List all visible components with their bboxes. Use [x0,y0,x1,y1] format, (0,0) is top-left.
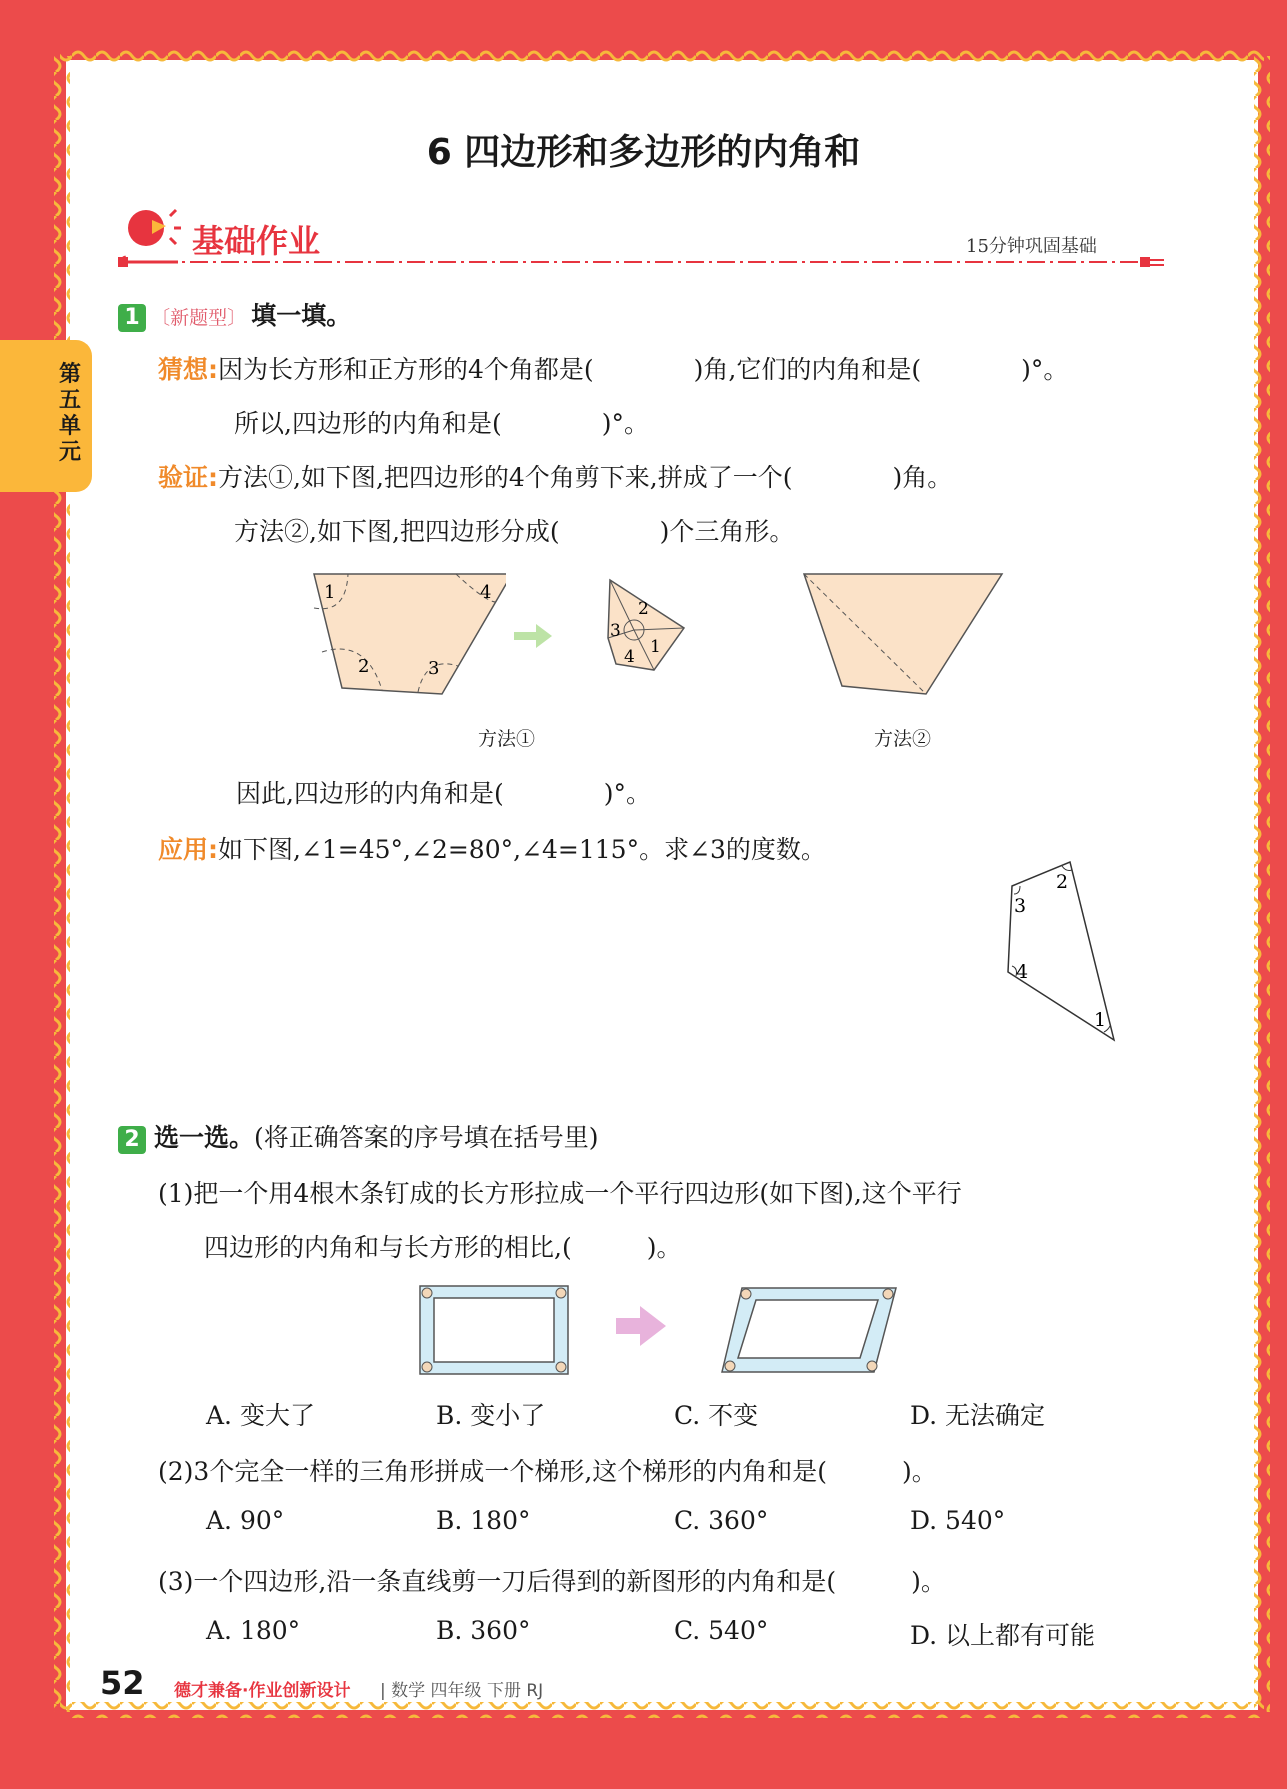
q2-sub3-option-a: A. 180° [206,1616,301,1645]
assembled-label-4: 4 [624,647,635,667]
apply-quadrilateral-figure [1000,854,1120,1044]
unit-side-tab [0,340,92,492]
verify-line1: 方法①,如下图,把四边形的4个角剪下来,拼成了一个( )角。 [218,463,953,492]
apply-angle-label-1: 1 [1094,1009,1107,1031]
apply-angle-label-4: 4 [1016,961,1029,983]
q2-number-badge: 2 [118,1126,146,1154]
q1-number-badge: 1 [118,304,146,332]
angle-label-4: 4 [480,582,492,603]
section-title: 基础作业 [192,222,321,260]
q2-sub3-line: (3)一个四边形,沿一条直线剪一刀后得到的新图形的内角和是( )。 [158,1567,946,1596]
q1-title: 填一填。 [251,301,352,330]
assembled-label-1: 1 [650,637,661,657]
transform-arrow-icon [616,1306,668,1346]
angle-label-2: 2 [358,656,370,677]
method2-divided-quadrilateral-figure [800,570,1006,698]
q1-apply-row [158,830,826,866]
q2-sub2-option-b: B. 180° [436,1506,531,1535]
footer-book-info: | 数学 四年级 下册 RJ [380,1681,544,1701]
arrow-right-icon [514,624,554,648]
q2-sub3-option-b: B. 360° [436,1616,531,1645]
q2-sub3-option-c: C. 540° [674,1616,769,1645]
angle-label-1: 1 [324,582,336,603]
q2-sub1-line2: 四边形的内角和与长方形的相比,( )。 [204,1233,682,1262]
method1-quadrilateral-figure [306,568,506,698]
section-subtitle: 15分钟巩固基础 [966,236,1097,257]
q2-sub3-option-d: D. 以上都有可能 [910,1621,1096,1650]
caption-method1: 方法① [478,728,536,750]
page-number: 52 [100,1664,145,1702]
method1-assembled-angles-figure [604,578,688,674]
q1-conclusion: 因此,四边形的内角和是( )°。 [236,779,651,808]
assembled-label-2: 2 [638,599,649,619]
section-divider [118,256,1168,268]
q2-sub2-line: (2)3个完全一样的三角形拼成一个梯形,这个梯形的内角和是( )。 [158,1457,937,1486]
q1-tag: 〔新题型〕 [151,307,247,329]
q1-header [118,296,351,332]
q2-sub1-option-b: B. 变小了 [436,1401,546,1430]
guess-line1: 因为长方形和正方形的4个角都是( )角,它们的内角和是( )°。 [218,355,1069,384]
q1-verify-row [158,458,952,494]
q2-sub1-option-a: A. 变大了 [206,1401,315,1430]
page-title: 6 四边形和多边形的内角和 [426,132,861,173]
footer-brand: 德才兼备·作业创新设计 [174,1681,351,1701]
rectangle-frame-figure [416,1282,572,1378]
guess-label: 猜想: [158,355,218,384]
q2-header [118,1118,598,1154]
verify-line2: 方法②,如下图,把四边形分成( )个三角形。 [234,517,795,546]
q2-sub2-option-c: C. 360° [674,1506,769,1535]
q2-sub1-option-c: C. 不变 [674,1401,759,1430]
q2-sub1-line1: (1)把一个用4根木条钉成的长方形拉成一个平行四边形(如下图),这个平行 [158,1179,962,1208]
apply-line: 如下图,∠1=45°,∠2=80°,∠4=115°。求∠3的度数。 [218,835,826,864]
verify-label: 验证: [158,463,218,492]
apply-angle-label-3: 3 [1014,895,1027,917]
parallelogram-frame-figure [718,1284,900,1376]
q2-sub2-option-a: A. 90° [206,1506,285,1535]
q2-sub2-option-d: D. 540° [910,1506,1006,1535]
angle-label-3: 3 [428,658,440,679]
q2-title: 选一选。 [153,1123,254,1152]
apply-angle-label-2: 2 [1056,871,1069,893]
assembled-label-3: 3 [610,621,621,641]
q1-guess-row [158,350,1068,386]
q2-hint: (将正确答案的序号填在括号里) [253,1123,599,1152]
apply-label: 应用: [158,835,218,864]
q2-sub1-option-d: D. 无法确定 [910,1401,1046,1430]
caption-method2: 方法② [874,728,932,750]
unit-side-tab-label: 第五单元 [58,362,81,465]
guess-line2: 所以,四边形的内角和是( )°。 [234,409,649,438]
